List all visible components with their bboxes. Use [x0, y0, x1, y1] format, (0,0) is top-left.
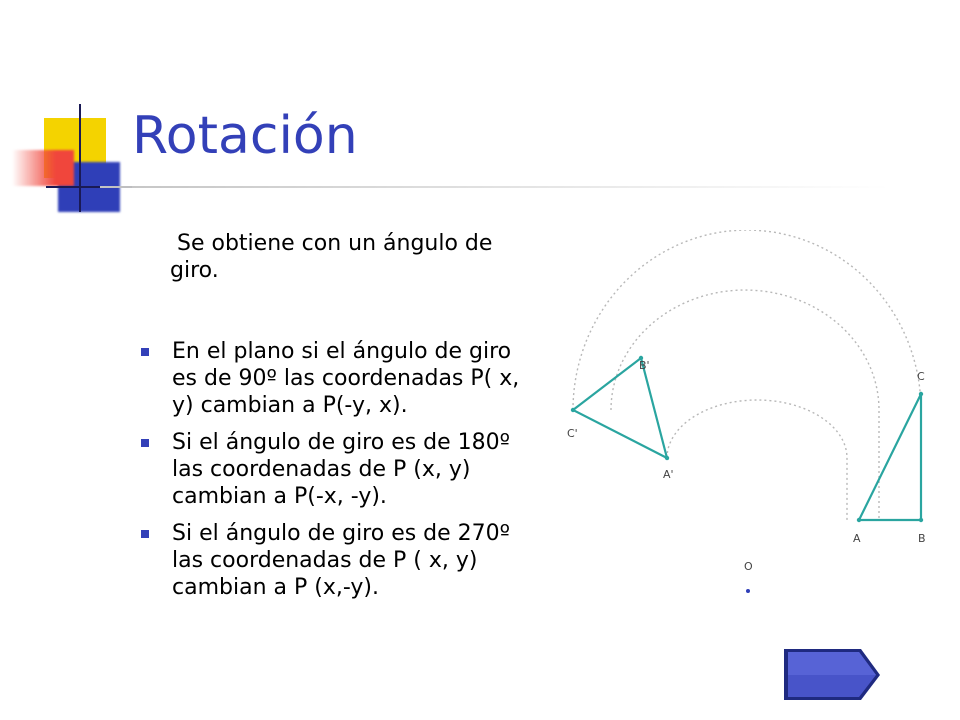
bullet-text: En el plano si el ángulo de giro es de 90º las coordenadas P( x, y) cambian a P(-y, x). — [172, 339, 520, 418]
bullet-list — [141, 338, 521, 611]
bullet-marker-icon — [141, 348, 149, 356]
label-b: B — [918, 532, 926, 545]
label-b-prime: B' — [639, 359, 650, 372]
title-underline — [100, 186, 890, 188]
center-point — [746, 589, 750, 593]
decorative-red-bar — [12, 150, 74, 186]
rotation-diagram — [555, 230, 945, 610]
decorative-vertical-line — [79, 104, 81, 212]
middle-arc — [611, 290, 879, 520]
label-c: C — [917, 370, 925, 383]
label-o: O — [744, 560, 753, 573]
intro-text: Se obtiene con un ángulo de giro. — [170, 231, 493, 283]
slide-title: Rotación — [132, 106, 358, 166]
vertex-c-prime — [571, 408, 575, 412]
triangle-rotated — [573, 358, 667, 458]
label-c-prime: C' — [567, 427, 578, 440]
triangle-original — [859, 394, 921, 520]
bullet-text: Si el ángulo de giro es de 270º las coordenadas de P ( x, y) cambian a P (x,-y). — [172, 521, 511, 600]
next-button[interactable] — [781, 648, 881, 701]
bullet-marker-icon — [141, 530, 149, 538]
next-arrow-icon — [784, 649, 880, 700]
bullet-item-90 — [141, 338, 521, 419]
vertex-a-prime — [665, 456, 669, 460]
inner-arc — [667, 400, 847, 520]
label-a: A — [853, 532, 861, 545]
vertex-c — [919, 392, 923, 396]
bullet-item-270 — [141, 520, 521, 601]
label-a-prime: A' — [663, 468, 674, 481]
vertex-b — [919, 518, 923, 522]
bullet-item-180 — [141, 429, 521, 510]
vertex-a — [857, 518, 861, 522]
bullet-marker-icon — [141, 439, 149, 447]
bullet-text: Si el ángulo de giro es de 180º las coordenadas de P (x, y) cambian a P(-x, -y). — [172, 430, 511, 509]
outer-arc — [573, 230, 921, 520]
